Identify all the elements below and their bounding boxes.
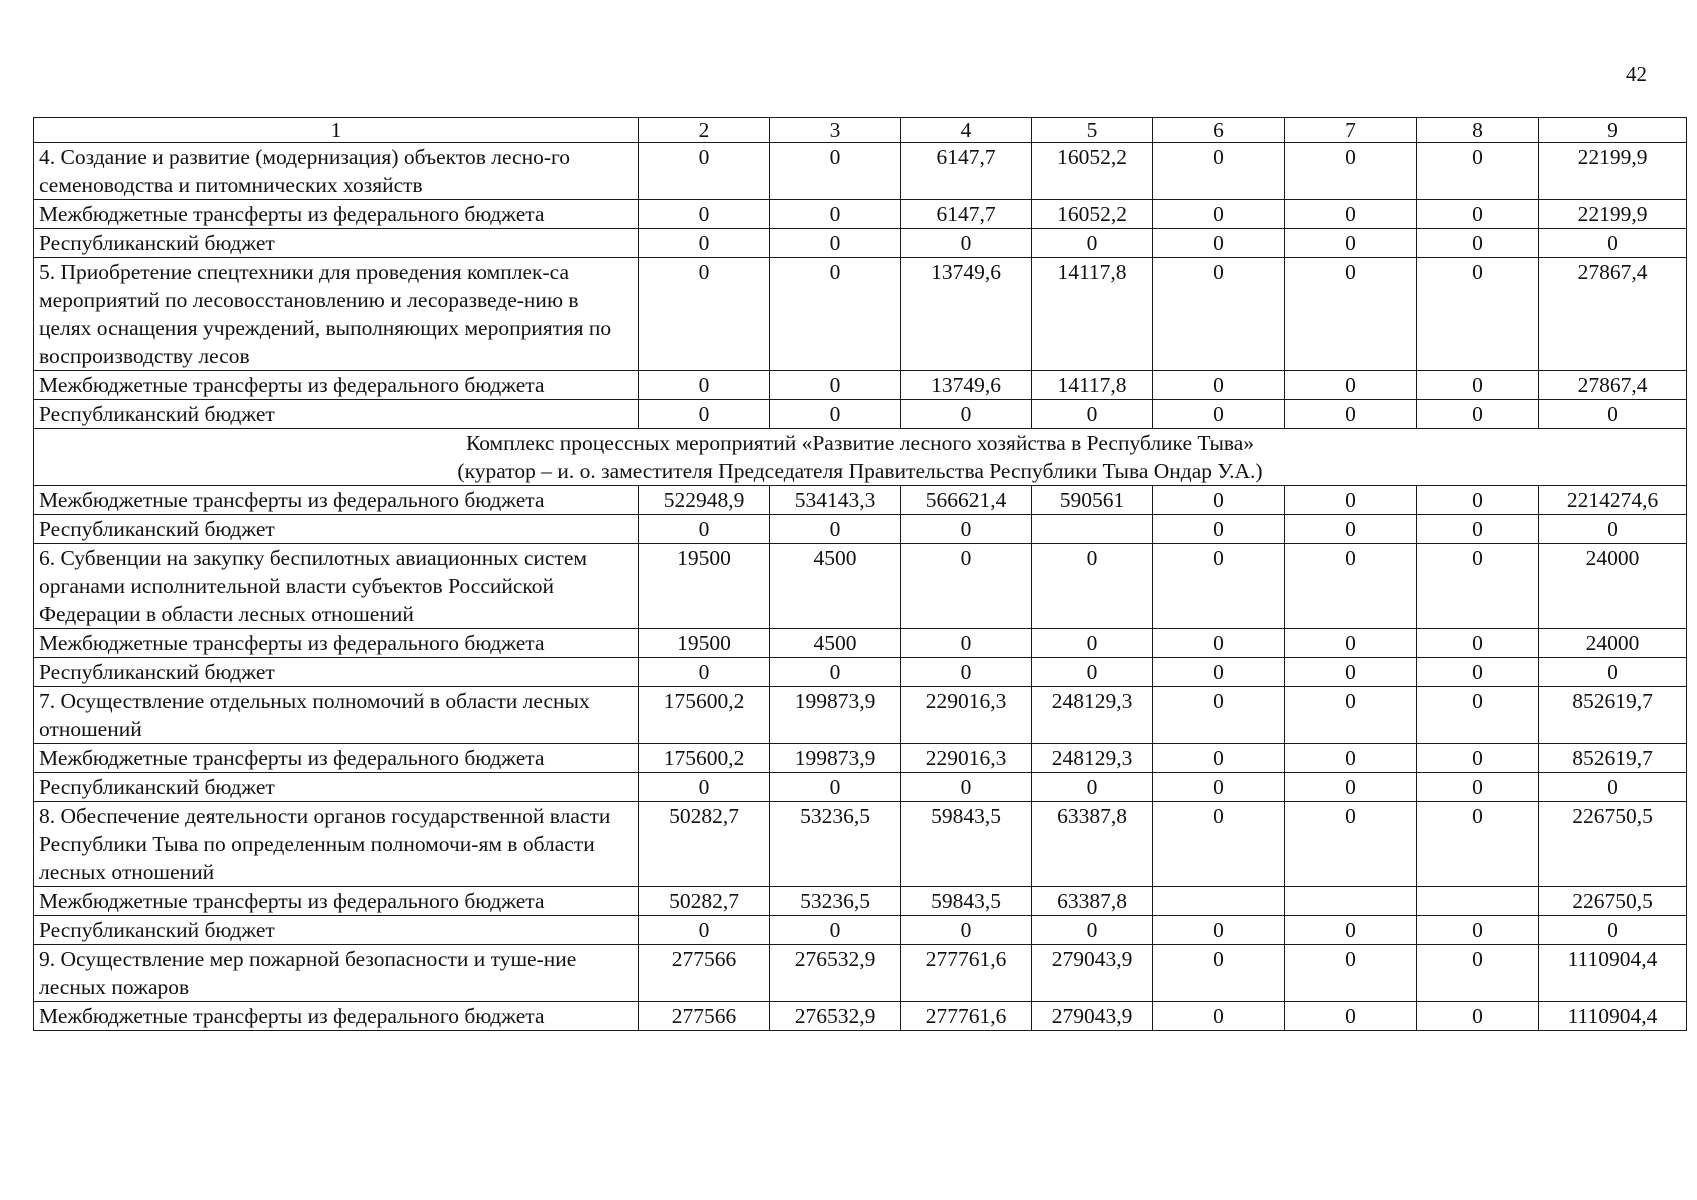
value-cell: 16052,2 — [1032, 200, 1153, 229]
value-cell: 0 — [770, 515, 901, 544]
value-cell: 0 — [901, 629, 1032, 658]
value-cell: 0 — [1539, 400, 1687, 429]
value-cell: 0 — [1285, 658, 1417, 687]
row-label: Республиканский бюджет — [34, 916, 639, 945]
value-cell: 0 — [1417, 258, 1539, 371]
value-cell: 277566 — [639, 1002, 770, 1031]
column-header: 1 — [34, 118, 639, 143]
row-label: Межбюджетные трансферты из федерального бюджета — [34, 887, 639, 916]
row-label: Межбюджетные трансферты из федерального бюджета — [34, 629, 639, 658]
value-cell: 0 — [639, 229, 770, 258]
value-cell: 4500 — [770, 629, 901, 658]
value-cell: 0 — [1417, 200, 1539, 229]
value-cell: 0 — [770, 916, 901, 945]
value-cell: 0 — [770, 143, 901, 200]
value-cell: 0 — [1539, 229, 1687, 258]
row-label: Республиканский бюджет — [34, 400, 639, 429]
section-heading-row — [34, 429, 1687, 486]
value-cell: 0 — [1285, 258, 1417, 371]
value-cell: 53236,5 — [770, 887, 901, 916]
value-cell: 2214274,6 — [1539, 486, 1687, 515]
table-row — [34, 515, 1687, 544]
value-cell: 0 — [1417, 371, 1539, 400]
value-cell: 0 — [1285, 515, 1417, 544]
value-cell: 50282,7 — [639, 802, 770, 887]
value-cell: 229016,3 — [901, 687, 1032, 744]
column-number-row — [34, 118, 1687, 143]
value-cell: 534143,3 — [770, 486, 901, 515]
table-row — [34, 1002, 1687, 1031]
value-cell: 0 — [1153, 200, 1285, 229]
column-header: 4 — [901, 118, 1032, 143]
value-cell: 19500 — [639, 544, 770, 629]
value-cell: 0 — [639, 371, 770, 400]
table-row — [34, 744, 1687, 773]
value-cell: 0 — [1285, 143, 1417, 200]
table-row — [34, 544, 1687, 629]
value-cell: 0 — [1417, 945, 1539, 1002]
value-cell: 0 — [770, 371, 901, 400]
value-cell: 22199,9 — [1539, 143, 1687, 200]
value-cell: 0 — [770, 773, 901, 802]
row-label: 6. Субвенции на закупку беспилотных авиационных систем органами исполнительной власти субъектов Российской Федерации в области лесных отношений — [34, 544, 639, 629]
value-cell: 0 — [1153, 371, 1285, 400]
value-cell: 0 — [1417, 143, 1539, 200]
value-cell: 226750,5 — [1539, 802, 1687, 887]
column-header: 6 — [1153, 118, 1285, 143]
row-label: Республиканский бюджет — [34, 658, 639, 687]
value-cell: 199873,9 — [770, 687, 901, 744]
row-label: Межбюджетные трансферты из федерального бюджета — [34, 371, 639, 400]
value-cell: 1110904,4 — [1539, 1002, 1687, 1031]
value-cell: 0 — [1285, 371, 1417, 400]
value-cell: 0 — [639, 916, 770, 945]
value-cell: 27867,4 — [1539, 258, 1687, 371]
table-row — [34, 658, 1687, 687]
value-cell: 279043,9 — [1032, 1002, 1153, 1031]
value-cell: 63387,8 — [1032, 802, 1153, 887]
value-cell: 0 — [639, 773, 770, 802]
row-label: 7. Осуществление отдельных полномочий в области лесных отношений — [34, 687, 639, 744]
value-cell: 0 — [1539, 916, 1687, 945]
value-cell: 0 — [1417, 744, 1539, 773]
table-row — [34, 945, 1687, 1002]
value-cell: 590561 — [1032, 486, 1153, 515]
value-cell: 13749,6 — [901, 258, 1032, 371]
value-cell: 0 — [1539, 515, 1687, 544]
row-label: Межбюджетные трансферты из федерального бюджета — [34, 200, 639, 229]
table-row — [34, 371, 1687, 400]
value-cell: 0 — [901, 515, 1032, 544]
value-cell: 0 — [1417, 916, 1539, 945]
value-cell: 248129,3 — [1032, 744, 1153, 773]
row-label: 5. Приобретение спецтехники для проведения комплек-са мероприятий по лесовосстановлению и лесоразведе-нию в целях оснащения учреждений, выполняющих мероприятия по воспроизводству лесов — [34, 258, 639, 371]
value-cell: 0 — [1285, 229, 1417, 258]
value-cell: 0 — [1285, 744, 1417, 773]
value-cell: 0 — [1417, 687, 1539, 744]
row-label: Республиканский бюджет — [34, 773, 639, 802]
value-cell: 0 — [1285, 773, 1417, 802]
value-cell — [1285, 887, 1417, 916]
value-cell: 27867,4 — [1539, 371, 1687, 400]
row-label: 8. Обеспечение деятельности органов государственной власти Республики Тыва по определенным полномочи-ям в области лесных отношений — [34, 802, 639, 887]
value-cell: 0 — [1032, 544, 1153, 629]
column-header: 2 — [639, 118, 770, 143]
value-cell: 0 — [901, 916, 1032, 945]
value-cell: 175600,2 — [639, 744, 770, 773]
value-cell — [1417, 887, 1539, 916]
value-cell: 852619,7 — [1539, 744, 1687, 773]
value-cell: 0 — [1417, 486, 1539, 515]
table-row — [34, 916, 1687, 945]
value-cell: 1110904,4 — [1539, 945, 1687, 1002]
value-cell: 0 — [1153, 229, 1285, 258]
value-cell: 0 — [1417, 544, 1539, 629]
table-row — [34, 258, 1687, 371]
value-cell: 229016,3 — [901, 744, 1032, 773]
table-row — [34, 773, 1687, 802]
table-row — [34, 400, 1687, 429]
value-cell: 0 — [1285, 200, 1417, 229]
value-cell: 0 — [1153, 1002, 1285, 1031]
value-cell: 0 — [1285, 544, 1417, 629]
value-cell: 0 — [1032, 400, 1153, 429]
column-header: 9 — [1539, 118, 1687, 143]
table-row — [34, 687, 1687, 744]
table-row — [34, 802, 1687, 887]
value-cell: 6147,7 — [901, 200, 1032, 229]
table-row — [34, 486, 1687, 515]
value-cell: 0 — [770, 258, 901, 371]
value-cell: 226750,5 — [1539, 887, 1687, 916]
value-cell: 0 — [1153, 773, 1285, 802]
section-title: Комплекс процессных мероприятий «Развитие лесного хозяйства в Республике Тыва» — [465, 431, 1255, 455]
value-cell: 0 — [1153, 744, 1285, 773]
value-cell: 14117,8 — [1032, 258, 1153, 371]
value-cell: 0 — [639, 658, 770, 687]
value-cell: 0 — [639, 143, 770, 200]
value-cell: 63387,8 — [1032, 887, 1153, 916]
column-header: 3 — [770, 118, 901, 143]
row-label: Республиканский бюджет — [34, 229, 639, 258]
value-cell: 0 — [770, 658, 901, 687]
value-cell: 0 — [1285, 802, 1417, 887]
value-cell: 199873,9 — [770, 744, 901, 773]
table-row — [34, 629, 1687, 658]
value-cell: 276532,9 — [770, 1002, 901, 1031]
value-cell: 0 — [770, 229, 901, 258]
value-cell: 0 — [1153, 658, 1285, 687]
value-cell: 22199,9 — [1539, 200, 1687, 229]
value-cell: 0 — [1417, 773, 1539, 802]
value-cell: 0 — [1417, 400, 1539, 429]
value-cell: 19500 — [639, 629, 770, 658]
value-cell: 522948,9 — [639, 486, 770, 515]
value-cell: 59843,5 — [901, 887, 1032, 916]
section-heading — [34, 429, 1687, 486]
value-cell: 0 — [1032, 229, 1153, 258]
section-curator: (куратор – и. о. заместителя Председателя Правительства Республики Тыва Ондар У.А.) — [457, 459, 1263, 483]
value-cell: 248129,3 — [1032, 687, 1153, 744]
table-row — [34, 887, 1687, 916]
value-cell: 0 — [1153, 258, 1285, 371]
value-cell: 0 — [1032, 916, 1153, 945]
value-cell: 566621,4 — [901, 486, 1032, 515]
value-cell: 0 — [1417, 658, 1539, 687]
value-cell: 0 — [1417, 229, 1539, 258]
table-row — [34, 200, 1687, 229]
row-label: 9. Осуществление мер пожарной безопасности и туше-ние лесных пожаров — [34, 945, 639, 1002]
value-cell: 53236,5 — [770, 802, 901, 887]
value-cell: 24000 — [1539, 544, 1687, 629]
value-cell: 0 — [1285, 486, 1417, 515]
table-row — [34, 143, 1687, 200]
value-cell: 0 — [1032, 629, 1153, 658]
value-cell: 0 — [1539, 658, 1687, 687]
value-cell: 0 — [1153, 486, 1285, 515]
value-cell: 0 — [1285, 945, 1417, 1002]
value-cell: 0 — [901, 773, 1032, 802]
value-cell: 0 — [639, 515, 770, 544]
column-header: 5 — [1032, 118, 1153, 143]
value-cell: 175600,2 — [639, 687, 770, 744]
value-cell: 50282,7 — [639, 887, 770, 916]
value-cell: 277761,6 — [901, 945, 1032, 1002]
value-cell: 0 — [1285, 400, 1417, 429]
value-cell: 0 — [1032, 658, 1153, 687]
value-cell: 59843,5 — [901, 802, 1032, 887]
value-cell: 0 — [1153, 143, 1285, 200]
value-cell: 0 — [770, 400, 901, 429]
value-cell: 0 — [639, 258, 770, 371]
value-cell: 0 — [1417, 1002, 1539, 1031]
value-cell: 0 — [1153, 802, 1285, 887]
budget-table — [33, 117, 1687, 1031]
page-number: 42 — [1626, 62, 1647, 86]
value-cell: 4500 — [770, 544, 901, 629]
value-cell: 852619,7 — [1539, 687, 1687, 744]
value-cell: 279043,9 — [1032, 945, 1153, 1002]
value-cell: 277566 — [639, 945, 770, 1002]
value-cell: 6147,7 — [901, 143, 1032, 200]
value-cell: 0 — [1153, 515, 1285, 544]
row-label: 4. Создание и развитие (модернизация) объектов лесно-го семеноводства и питомнических хозяйств — [34, 143, 639, 200]
table-row — [34, 229, 1687, 258]
value-cell: 14117,8 — [1032, 371, 1153, 400]
row-label: Межбюджетные трансферты из федерального бюджета — [34, 744, 639, 773]
column-header: 8 — [1417, 118, 1539, 143]
value-cell: 0 — [901, 544, 1032, 629]
row-label: Межбюджетные трансферты из федерального бюджета — [34, 486, 639, 515]
value-cell: 0 — [901, 229, 1032, 258]
value-cell: 0 — [639, 400, 770, 429]
value-cell: 16052,2 — [1032, 143, 1153, 200]
column-header: 7 — [1285, 118, 1417, 143]
value-cell: 0 — [639, 200, 770, 229]
value-cell: 276532,9 — [770, 945, 901, 1002]
value-cell: 0 — [1153, 945, 1285, 1002]
value-cell — [1032, 515, 1153, 544]
value-cell — [1153, 887, 1285, 916]
value-cell: 0 — [1032, 773, 1153, 802]
value-cell: 0 — [1153, 916, 1285, 945]
value-cell: 0 — [1285, 1002, 1417, 1031]
value-cell: 0 — [901, 658, 1032, 687]
value-cell: 0 — [1285, 916, 1417, 945]
value-cell: 0 — [1417, 629, 1539, 658]
value-cell: 0 — [1417, 802, 1539, 887]
value-cell: 0 — [1417, 515, 1539, 544]
row-label: Межбюджетные трансферты из федерального бюджета — [34, 1002, 639, 1031]
table-body — [34, 118, 1687, 1031]
value-cell: 0 — [1539, 773, 1687, 802]
value-cell: 0 — [1285, 687, 1417, 744]
value-cell: 0 — [1153, 629, 1285, 658]
value-cell: 0 — [1153, 544, 1285, 629]
value-cell: 0 — [1285, 629, 1417, 658]
value-cell: 0 — [1153, 687, 1285, 744]
value-cell: 24000 — [1539, 629, 1687, 658]
value-cell: 277761,6 — [901, 1002, 1032, 1031]
value-cell: 13749,6 — [901, 371, 1032, 400]
value-cell: 0 — [1153, 400, 1285, 429]
row-label: Республиканский бюджет — [34, 515, 639, 544]
value-cell: 0 — [770, 200, 901, 229]
value-cell: 0 — [901, 400, 1032, 429]
